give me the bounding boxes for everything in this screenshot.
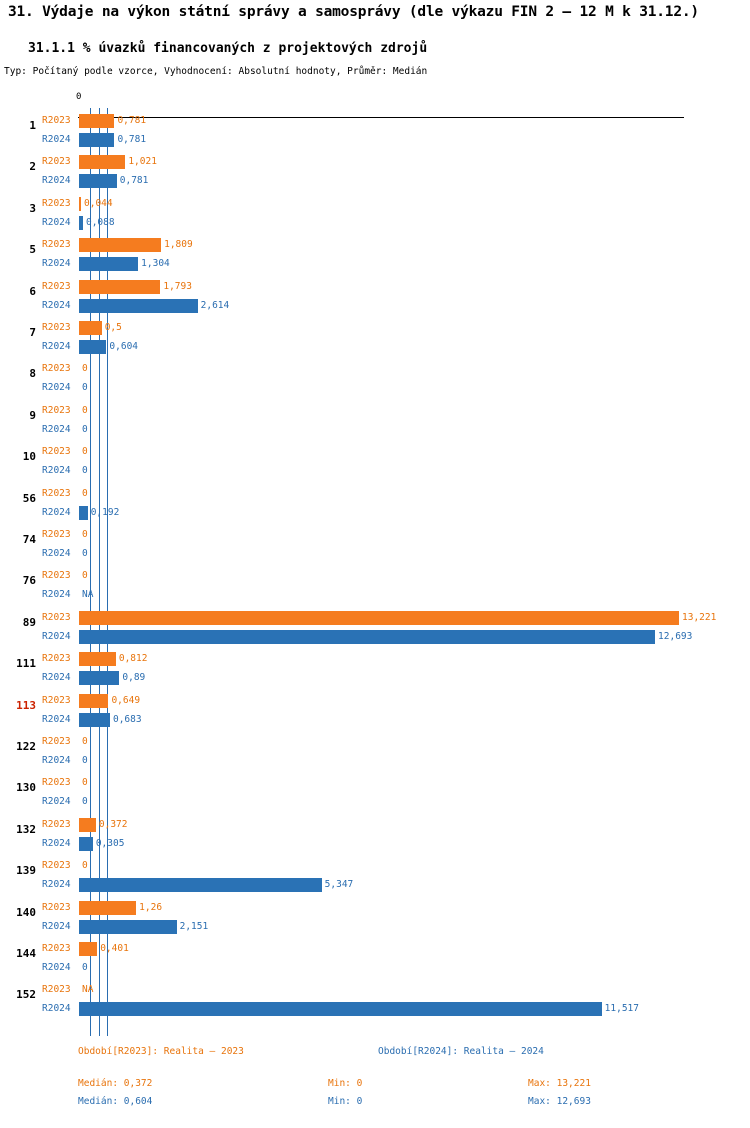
category-label: 76	[22, 574, 36, 588]
bar-row	[0, 196, 750, 212]
series-label: R2023	[42, 280, 71, 292]
bar-row	[0, 527, 750, 543]
chart-group	[0, 651, 750, 687]
bar-row	[0, 670, 750, 686]
bar[interactable]	[79, 878, 322, 892]
bar-value-label: 0	[82, 736, 88, 747]
bar[interactable]	[79, 901, 136, 915]
bar-row	[0, 320, 750, 336]
series-label: R2023	[42, 984, 71, 996]
bar-value-label: 0,649	[111, 694, 141, 706]
bar-row	[0, 505, 750, 521]
bar[interactable]	[79, 713, 110, 727]
min-2023: Min: 0	[328, 1078, 363, 1089]
bar-value-label: 0,044	[84, 197, 113, 209]
legend-item-2024: Období[R2024]: Realita – 2024	[378, 1046, 544, 1057]
bar-value-label: NA	[82, 984, 94, 996]
series-label: R2023	[42, 570, 71, 582]
series-label: R2024	[42, 382, 71, 394]
bar-value-label: 0,401	[100, 943, 129, 954]
max-2023: Max: 13,221	[528, 1078, 591, 1089]
series-label: R2023	[42, 860, 71, 872]
bar-value-label: 1,809	[164, 239, 193, 251]
bar-row	[0, 982, 750, 998]
bar[interactable]	[79, 611, 679, 625]
bar-row	[0, 1001, 750, 1017]
bar-value-label: 1,021	[128, 156, 157, 168]
bar-row	[0, 794, 750, 810]
series-label: R2024	[42, 465, 71, 477]
chart-group	[0, 775, 750, 811]
bar-row	[0, 113, 750, 129]
series-label: R2024	[42, 1003, 71, 1015]
bar-row	[0, 215, 750, 231]
max-2024: Max: 12,693	[528, 1096, 591, 1107]
chart-type-line: Typ: Počítaný podle vzorce, Vyhodnocení: Absolutní hodnoty, Průměr: Medián	[4, 66, 428, 77]
bar[interactable]	[79, 299, 198, 313]
category-label: 2	[29, 160, 36, 174]
bar[interactable]	[79, 340, 106, 354]
bar-row	[0, 712, 750, 728]
bar[interactable]	[79, 321, 102, 335]
category-label: 144	[16, 947, 36, 960]
series-label: R2024	[42, 216, 71, 228]
series-label: R2024	[42, 713, 71, 725]
bar-row	[0, 256, 750, 272]
bar[interactable]	[79, 133, 114, 147]
bar-value-label: 0,812	[118, 653, 148, 665]
bar-value-label: 0,088	[85, 216, 115, 228]
chart-group	[0, 154, 750, 190]
series-label: R2024	[42, 341, 71, 352]
bar-row	[0, 444, 750, 460]
bar-value-label: 5,347	[324, 879, 354, 891]
series-label: R2024	[42, 837, 71, 849]
bar[interactable]	[79, 174, 117, 188]
category-label: 74	[22, 533, 36, 546]
bar-value-label: 0,372	[98, 818, 128, 830]
category-label: 132	[16, 822, 36, 836]
bar-value-label: 0	[82, 423, 88, 435]
series-label: R2023	[42, 156, 71, 168]
bar-value-label: 12,693	[658, 630, 693, 642]
bar-value-label: 0	[82, 363, 88, 375]
category-label: 56	[22, 491, 36, 505]
bar[interactable]	[79, 694, 108, 708]
bar-value-label: 0,5	[104, 322, 122, 333]
bar[interactable]	[79, 920, 177, 934]
chart-group	[0, 858, 750, 894]
category-label: 89	[22, 615, 36, 629]
series-label: R2023	[42, 322, 71, 333]
bar-value-label: 0	[82, 404, 88, 416]
bar-value-label: 0	[82, 962, 88, 973]
bar-value-label: 2,614	[200, 299, 230, 311]
series-label: R2023	[42, 777, 71, 789]
bar-row	[0, 693, 750, 709]
series-label: R2023	[42, 653, 71, 665]
series-label: R2023	[42, 363, 71, 375]
legend-item-2023: Období[R2023]: Realita – 2023	[78, 1046, 244, 1057]
bar-row	[0, 775, 750, 791]
chart-group	[0, 941, 750, 977]
series-label: R2023	[42, 529, 71, 540]
bar-row	[0, 173, 750, 189]
bar-value-label: 0	[82, 487, 88, 499]
series-label: R2023	[42, 115, 71, 126]
series-label: R2023	[42, 239, 71, 251]
series-label: R2024	[42, 630, 71, 642]
bar-row	[0, 651, 750, 667]
bar[interactable]	[79, 942, 97, 956]
bar-row	[0, 919, 750, 935]
chart-group	[0, 610, 750, 646]
category-label: 5	[29, 243, 36, 257]
series-label: R2023	[42, 943, 71, 954]
bar-row	[0, 380, 750, 396]
median-2024: Medián: 0,604	[78, 1096, 153, 1107]
series-label: R2024	[42, 962, 71, 973]
bar-row	[0, 546, 750, 562]
bar-row	[0, 403, 750, 419]
bar-row	[0, 361, 750, 377]
series-label: R2024	[42, 299, 71, 311]
bar-row	[0, 629, 750, 645]
bar-value-label: 0	[82, 548, 88, 559]
bar-value-label: 0,781	[117, 115, 147, 126]
series-label: R2024	[42, 589, 71, 601]
bar-row	[0, 587, 750, 603]
series-label: R2023	[42, 197, 71, 209]
category-label: 139	[16, 864, 36, 878]
chart-group	[0, 279, 750, 315]
x-axis-zero-tick: 0	[76, 92, 82, 102]
series-label: R2024	[42, 879, 71, 891]
series-label: R2024	[42, 423, 71, 435]
bar-value-label: 0,683	[112, 713, 142, 725]
category-label: 1	[29, 119, 36, 132]
chart-group	[0, 693, 750, 729]
bar-value-label: 0,781	[117, 134, 147, 145]
category-label: 10	[22, 450, 36, 464]
series-label: R2023	[42, 611, 71, 623]
bar-value-label: 2,151	[179, 920, 209, 932]
series-label: R2023	[42, 487, 71, 499]
bar-row	[0, 858, 750, 874]
category-label: 111	[16, 657, 36, 671]
chart-group	[0, 403, 750, 439]
bar[interactable]	[79, 197, 81, 211]
bar[interactable]	[79, 280, 160, 294]
chart-group	[0, 527, 750, 563]
bar-value-label: 0,192	[90, 506, 120, 518]
bar-row	[0, 422, 750, 438]
series-label: R2024	[42, 506, 71, 518]
bar-value-label: 0,604	[109, 341, 139, 352]
bar[interactable]	[79, 630, 655, 644]
chart-subtitle: 31.1.1 % úvazků financovaných z projektových zdrojů	[28, 41, 428, 56]
bar-row	[0, 486, 750, 502]
bar-value-label: 0	[82, 860, 88, 872]
series-label: R2023	[42, 404, 71, 416]
chart-group	[0, 900, 750, 936]
bar-value-label: 0	[82, 529, 88, 540]
bar-value-label: 1,793	[163, 280, 192, 292]
chart-group	[0, 734, 750, 770]
category-label: 140	[16, 905, 36, 919]
series-label: R2024	[42, 755, 71, 766]
series-label: R2023	[42, 694, 71, 706]
series-label: R2024	[42, 548, 71, 559]
series-label: R2024	[42, 920, 71, 932]
category-label: 122	[16, 740, 36, 753]
category-label: 113	[16, 698, 36, 712]
category-label: 8	[29, 367, 36, 381]
bar[interactable]	[79, 114, 114, 128]
bar[interactable]	[79, 216, 83, 230]
series-label: R2024	[42, 672, 71, 684]
bar-row	[0, 568, 750, 584]
bar-row	[0, 900, 750, 916]
chart-group	[0, 486, 750, 522]
chart-group	[0, 320, 750, 356]
bar-value-label: 0	[82, 755, 88, 766]
bar-row	[0, 753, 750, 769]
bar-row	[0, 610, 750, 626]
bar-value-label: 0	[82, 570, 88, 582]
category-label: 3	[29, 201, 36, 215]
bar-value-label: 0,305	[95, 837, 125, 849]
category-label: 6	[29, 284, 36, 298]
bar-row	[0, 237, 750, 253]
bar-row	[0, 836, 750, 852]
chart-group	[0, 444, 750, 480]
bar-row	[0, 298, 750, 314]
bar-row	[0, 960, 750, 976]
bar-row	[0, 941, 750, 957]
category-label: 130	[16, 781, 36, 795]
bar-row	[0, 279, 750, 295]
bar-value-label: 0	[82, 382, 88, 394]
category-label: 9	[29, 408, 36, 422]
bar-value-label: 0	[82, 777, 88, 789]
bar-value-label: 1,26	[139, 901, 163, 913]
bar-value-label: 0,89	[122, 672, 146, 684]
page-title: 31. Výdaje na výkon státní správy a samosprávy (dle výkazu FIN 2 – 12 M k 31.12.)	[8, 4, 699, 20]
chart-group	[0, 982, 750, 1018]
bar[interactable]	[79, 257, 138, 271]
bar-row	[0, 734, 750, 750]
series-label: R2023	[42, 818, 71, 830]
bar-value-label: 0	[82, 465, 88, 477]
chart-group	[0, 196, 750, 232]
category-label: 152	[16, 988, 36, 1002]
bar-row	[0, 463, 750, 479]
bar[interactable]	[79, 1002, 602, 1016]
chart-group	[0, 113, 750, 149]
bar[interactable]	[79, 818, 96, 832]
series-label: R2024	[42, 258, 71, 270]
bar[interactable]	[79, 155, 125, 169]
category-label: 7	[29, 326, 36, 339]
series-label: R2023	[42, 736, 71, 747]
series-label: R2024	[42, 796, 71, 808]
bar-row	[0, 817, 750, 833]
bar-row	[0, 154, 750, 170]
chart-group	[0, 568, 750, 604]
bar-value-label: 0,781	[119, 175, 149, 187]
median-2023: Medián: 0,372	[78, 1078, 153, 1089]
bar-value-label: NA	[82, 589, 94, 601]
bar[interactable]	[79, 238, 161, 252]
bar[interactable]	[79, 652, 116, 666]
bar[interactable]	[79, 837, 93, 851]
bar-row	[0, 339, 750, 355]
series-label: R2024	[42, 175, 71, 187]
bar-row	[0, 132, 750, 148]
chart-group	[0, 237, 750, 273]
bar-value-label: 1,304	[141, 258, 170, 270]
bar[interactable]	[79, 506, 88, 520]
chart-group	[0, 817, 750, 853]
chart-group	[0, 361, 750, 397]
bar-value-label: 0	[82, 446, 88, 458]
bar-value-label: 11,517	[604, 1003, 639, 1015]
series-label: R2023	[42, 901, 71, 913]
min-2024: Min: 0	[328, 1096, 363, 1107]
bar[interactable]	[79, 671, 119, 685]
series-label: R2024	[42, 134, 71, 145]
bar-value-label: 13,221	[682, 611, 717, 623]
bar-row	[0, 877, 750, 893]
bar-value-label: 0	[82, 796, 88, 808]
series-label: R2023	[42, 446, 71, 458]
